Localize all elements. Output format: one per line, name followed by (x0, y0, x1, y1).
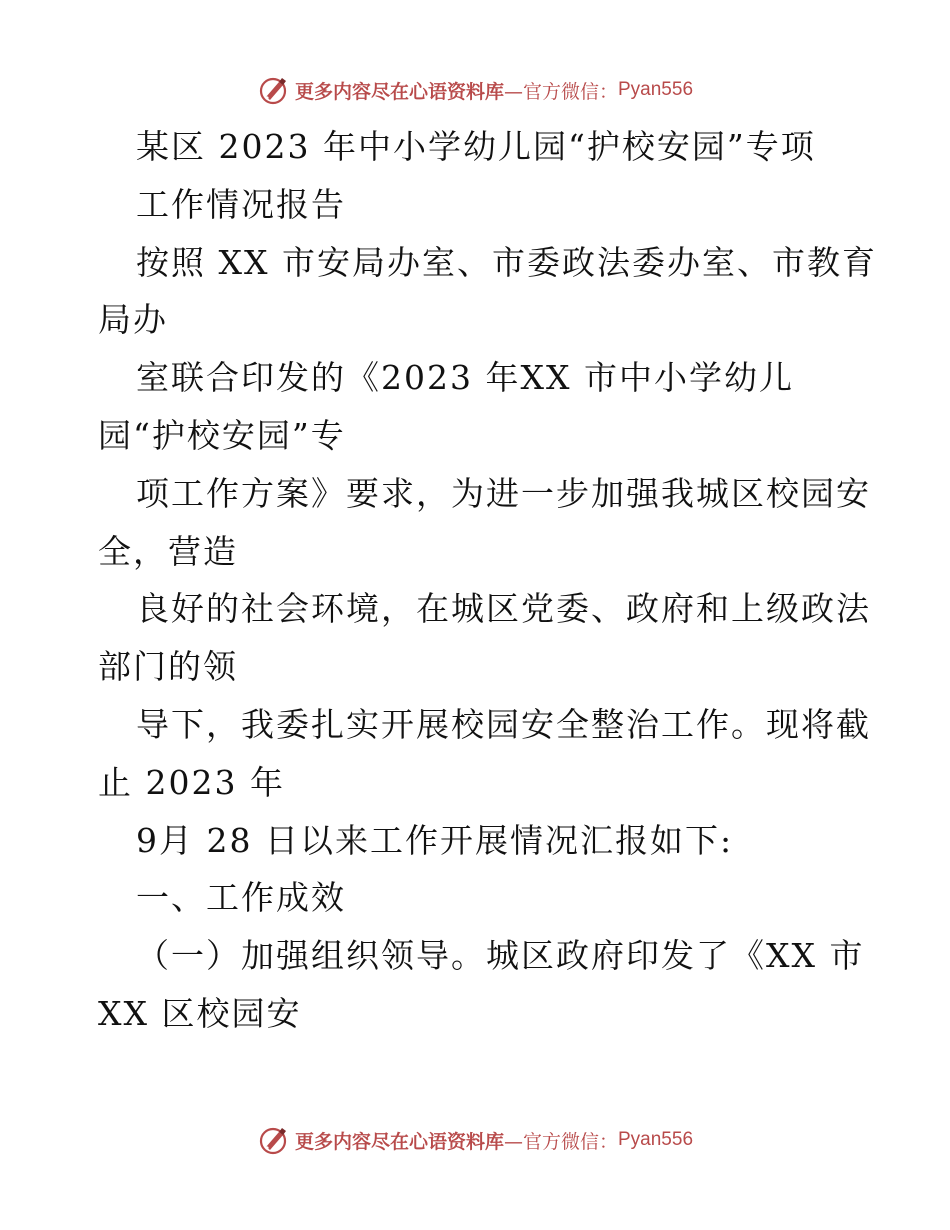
document-line: XX 区校园安 (98, 993, 302, 1033)
banner-separator: —官方微信： (503, 1130, 618, 1153)
banner-separator: —官方微信： (503, 80, 618, 103)
document-line: 9月 28 日以来工作开展情况汇报如下: (136, 820, 734, 860)
document-line: 按照 XX 市安局办室、市委政法委办室、市教育 (136, 242, 877, 282)
document-line: （一）加强组织领导。城区政府印发了《XX 市 (136, 936, 865, 976)
document-line: 工作情况报告 (136, 184, 346, 224)
header-watermark-banner (0, 70, 950, 110)
document-line: 止 2023 年 (98, 762, 285, 802)
document-line: 某区 2023 年中小学幼儿园“护校安园”专项 (136, 127, 816, 166)
banner-wechat-id: Pyan556 (618, 79, 694, 100)
document-line: 室联合印发的《2023 年XX 市中小学幼儿 (136, 358, 794, 398)
document-line: 良好的社会环境，在城区党委、政府和上级政法 (136, 589, 871, 629)
pen-logo-icon (257, 1123, 291, 1157)
footer-watermark-banner (0, 1120, 950, 1160)
document-line: 园“护校安园”专 (98, 415, 346, 455)
banner-text: 更多内容尽在心语资料库 (294, 80, 504, 103)
document-line: 局办 (98, 300, 168, 340)
document-line: 一、工作成效 (136, 878, 346, 918)
banner-text: 更多内容尽在心语资料库 (294, 1130, 504, 1153)
document-line: 项工作方案》要求，为进一步加强我城区校园安 (136, 473, 871, 513)
document-body (98, 118, 877, 1043)
banner-wechat-id: Pyan556 (618, 1129, 694, 1150)
document-line: 部门的领 (98, 647, 238, 687)
document-line: 全，营造 (98, 531, 238, 571)
document-line: 导下，我委扎实开展校园安全整治工作。现将截 (136, 704, 871, 744)
pen-logo-icon (257, 73, 291, 107)
